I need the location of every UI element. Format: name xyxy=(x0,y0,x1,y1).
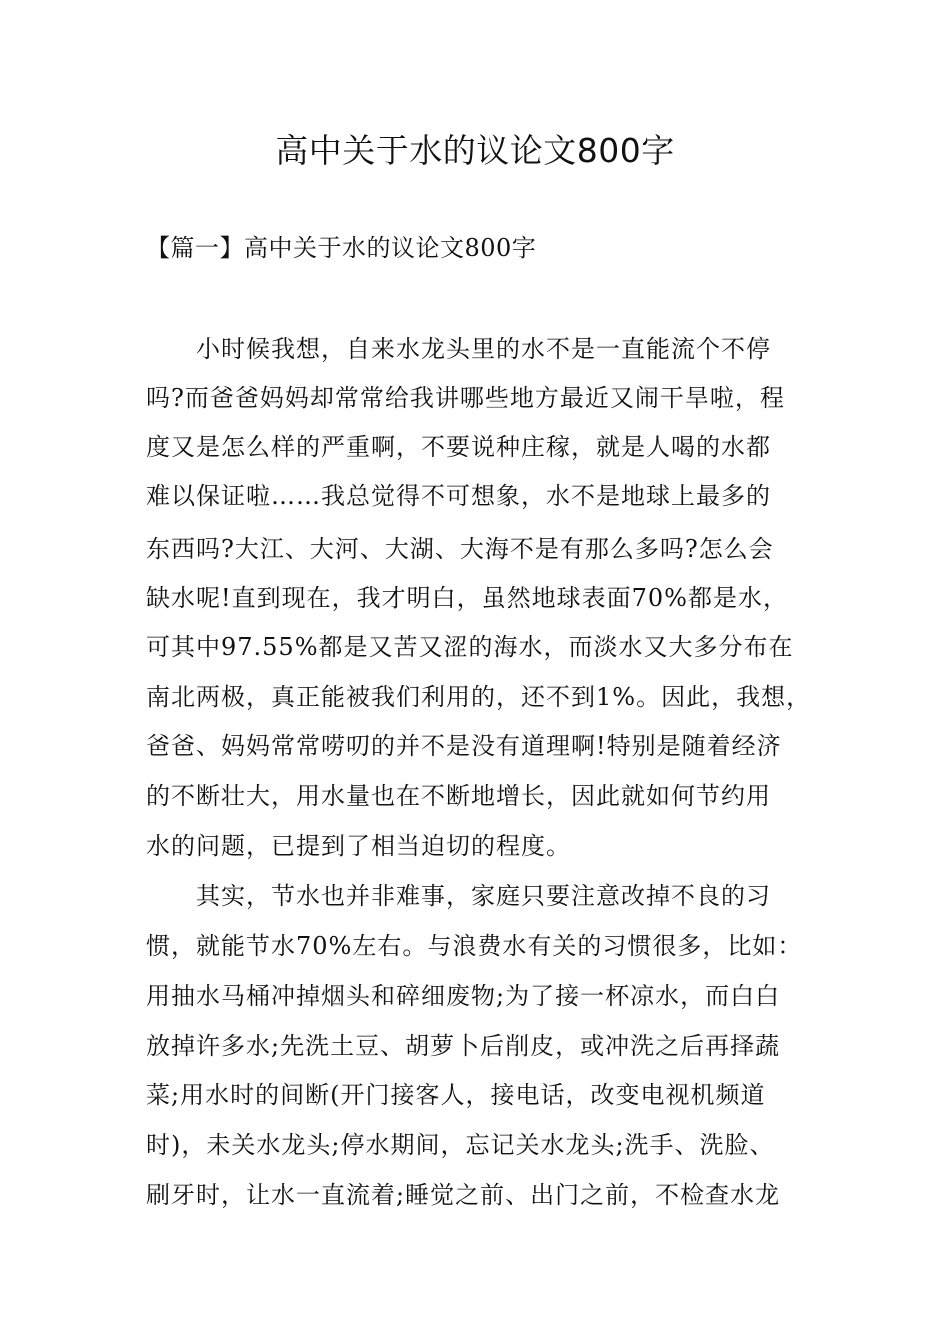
body-line: 放掉许多水;先洗土豆、胡萝卜后削皮，或冲洗之后再择蔬 xyxy=(146,1032,781,1060)
body-line: 用抽水马桶冲掉烟头和碎细废物;为了接一杯凉水，而白白 xyxy=(146,982,781,1010)
body-line: 时)，未关水龙头;停水期间，忘记关水龙头;洗手、洗脸、 xyxy=(146,1131,775,1159)
body-line: 难以保证啦……我总觉得不可想象，水不是地球上最多的 xyxy=(146,482,771,510)
body-line: 缺水呢!直到现在，我才明白，虽然地球表面70%都是水， xyxy=(146,584,788,612)
body-line: 吗?而爸爸妈妈却常常给我讲哪些地方最近又闹干旱啦，程 xyxy=(146,384,785,412)
body-line: 水的问题，已提到了相当迫切的程度。 xyxy=(146,832,571,860)
section-heading: 【篇一】高中关于水的议论文800字 xyxy=(146,234,537,262)
body-line: 可其中97.55%都是又苦又涩的海水，而淡水又大多分布在 xyxy=(146,633,794,661)
body-line: 小时候我想，自来水龙头里的水不是一直能流个不停 xyxy=(146,335,771,363)
body-line: 菜;用水时的间断(开门接客人，接电话，改变电视机频道 xyxy=(146,1081,766,1109)
body-line: 的不断壮大，用水量也在不断地增长，因此就如何节约用 xyxy=(146,782,771,810)
document-title: 高中关于水的议论文800字 xyxy=(275,131,675,170)
body-line: 爸爸、妈妈常常唠叨的并不是没有道理啊!特别是随着经济 xyxy=(146,732,782,760)
body-line: 南北两极，真正能被我们利用的，还不到1%。因此，我想， xyxy=(146,683,812,711)
body-line: 惯，就能节水70%左右。与浪费水有关的习惯很多，比如： xyxy=(146,932,803,960)
body-line: 东西吗?大江、大河、大湖、大海不是有那么多吗?怎么会 xyxy=(146,535,774,563)
body-line: 其实，节水也并非难事，家庭只要注意改掉不良的习 xyxy=(146,882,771,910)
body-line: 度又是怎么样的严重啊，不要说种庄稼，就是人喝的水都 xyxy=(146,433,771,461)
body-line: 刷牙时，让水一直流着;睡觉之前、出门之前，不检查水龙 xyxy=(146,1181,781,1209)
